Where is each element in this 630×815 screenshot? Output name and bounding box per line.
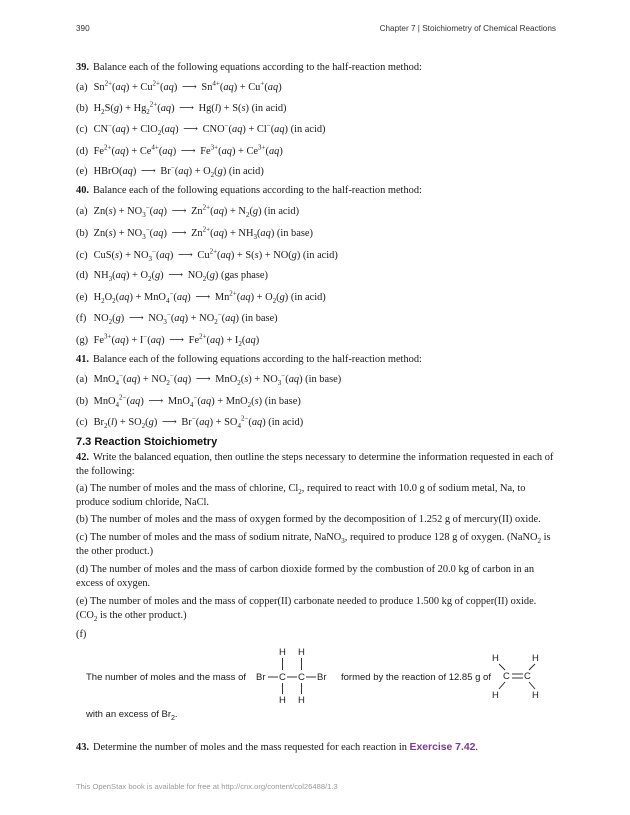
q41-prompt: 41. Balance each of the following equations according to the half-reaction method: (76, 354, 422, 365)
atom-h-tl: H (492, 653, 499, 664)
q40-a: (a) $Zn(s) + NO_3^-(aq)$ ⟶ $Zn^{2+}(aq) + N_2(g)$ (in acid) (76, 203, 300, 220)
atom-h1: H (279, 647, 286, 658)
q39-c: (c) CN−(aq) + ClO$_2$(aq) ⟶ CNO−(aq) + Cl−(aq) (in acid) (76, 121, 326, 138)
atom-h-br: H (532, 690, 539, 701)
q39-d: (d) $Fe^{2+}(aq) + Ce^{4+}(aq)$ ⟶ $Fe^{3+}(aq) + Ce^{3+}(aq)$ (76, 143, 283, 157)
q40-prompt: 40. Balance each of the following equations according to the half-reaction method: (76, 185, 422, 196)
atom-c1: C (279, 672, 286, 683)
dibromoethane-structure (252, 646, 330, 711)
q40-c: (c) $CuS(s) + NO_3^-(aq)$ ⟶ $Cu^{2+}(aq) + S(s) + NO(g)$ (in acid) (76, 247, 338, 264)
atom-br-left: Br (256, 672, 266, 683)
atom-c-right: C (524, 671, 531, 682)
page-number: 390 (76, 24, 90, 33)
q39-a: (a) $Sn^{2+}(aq) + Cu^{2+}(aq)$ ⟶ $Sn^{4+}(aq) + Cu^+(aq)$ (76, 79, 282, 93)
q40-number: 40. (76, 185, 89, 196)
q39-prompt: 39. Balance each of the following equations according to the half-reaction method: (76, 62, 422, 73)
q41-c: (c) $Br_2(l) + SO_2(g)$ ⟶ $Br^-(aq) + SO_4^{2-}(aq)$ (in acid) (76, 414, 304, 431)
q39-number: 39. (76, 62, 89, 73)
q42-b: (b) The number of moles and the mass of oxygen formed by the decomposition of 1.252 g of mercury(II) oxide. (76, 514, 541, 525)
q40-g: (g) $Fe^{3+}(aq) + I^-(aq)$ ⟶ $Fe^{2+}(aq) + I_2(aq)$ (76, 332, 260, 349)
q42-a: (a) The number of moles and the mass of chlorine, $Cl_2$, required to react with 10.0 g of sodium metal, Na, to produce sodium chloride, NaCl. (76, 483, 526, 508)
section-heading: 7.3 Reaction Stoichiometry (76, 436, 218, 448)
q42-f-label: (f) (76, 629, 87, 640)
atom-h4: H (298, 695, 305, 706)
chapter-title: Chapter 7 | Stoichiometry of Chemical Reactions (379, 24, 556, 33)
q40-d: (d) $NH_3(aq) + O_2(g)$ ⟶ $NO_2(g)$ (gas phase) (76, 270, 269, 284)
q40-e: (e) $H_2O_2(aq) + MnO_4^-(aq)$ ⟶ $Mn^{2+}(aq) + O_2(g)$ (in acid) (76, 289, 326, 306)
q39-e: (e) HBrO(aq) ⟶ $Br^-(aq) + O_2(g)$ (in acid) (76, 163, 264, 180)
q41-a: (a) $MnO_4^-(aq) + NO_2^-(aq)$ ⟶ $MnO_2(s) + NO_3^-(aq)$ (in base) (76, 371, 342, 388)
q40-f: (f) $NO_2(g)$ ⟶ $NO_3^-(aq) + NO_2^-(aq)$ (in base) (76, 310, 278, 327)
q42-number: 42. (76, 452, 89, 463)
q42-f-text2: formed by the reaction of 12.85 g of (341, 672, 491, 683)
page-header (76, 24, 556, 38)
dibromoethane-svg (252, 646, 330, 706)
q43-prompt: 43. Determine the number of moles and the mass requested for each reaction in Exercise 7.42. (76, 742, 479, 753)
exercise-link[interactable]: Exercise 7.42 (409, 742, 476, 753)
atom-h3: H (279, 695, 286, 706)
atom-c-left: C (503, 671, 510, 682)
q42-f-text1: The number of moles and the mass of (86, 672, 246, 683)
atom-h-tr: H (532, 653, 539, 664)
ethylene-svg (488, 648, 548, 704)
q41-number: 41. (76, 354, 89, 365)
q42-c: (c) The number of moles and the mass of sodium nitrate, NaNO$_3$, required to produce 128 g of oxygen. (NaNO$_2$ is the other product.) (76, 532, 551, 557)
q39-b: (b) $H_2S(g) + Hg_2^{2+}(aq)$ ⟶ Hg(l) + S(s) (in acid) (76, 100, 287, 117)
q40-b: (b) $Zn(s) + NO_3^-(aq)$ ⟶ $Zn^{2+}(aq) + NH_3(aq)$ (in base) (76, 225, 313, 242)
q42-f-text3: with an excess of $Br_2$. (86, 709, 178, 722)
atom-h-bl: H (492, 690, 499, 701)
q42-prompt: 42. Write the balanced equation, then outline the steps necessary to determine the information requested in each of the following: (76, 452, 554, 477)
q42-e: (e) The number of moles and the mass of copper(II) carbonate needed to produce 1.500 kg of copper(II) oxide. ($CO_2$ is the other product.) (76, 596, 537, 623)
q43-number: 43. (76, 742, 89, 753)
q42-d: (d) The number of moles and the mass of carbon dioxide formed by the combustion of 20.0 kg of carbon in an excess of oxygen. (76, 564, 535, 589)
atom-c2: C (298, 672, 305, 683)
page-footer: This OpenStax book is available for free at http://cnx.org/content/col26488/1.3 (76, 782, 338, 791)
ethylene-structure (488, 648, 548, 709)
atom-h2: H (298, 647, 305, 658)
atom-br-right: Br (317, 672, 327, 683)
q41-b: (b) MnO$_4^{2-}$(aq) ⟶ MnO$_4$−(aq) + MnO$_2$(s) (in base) (76, 393, 301, 410)
